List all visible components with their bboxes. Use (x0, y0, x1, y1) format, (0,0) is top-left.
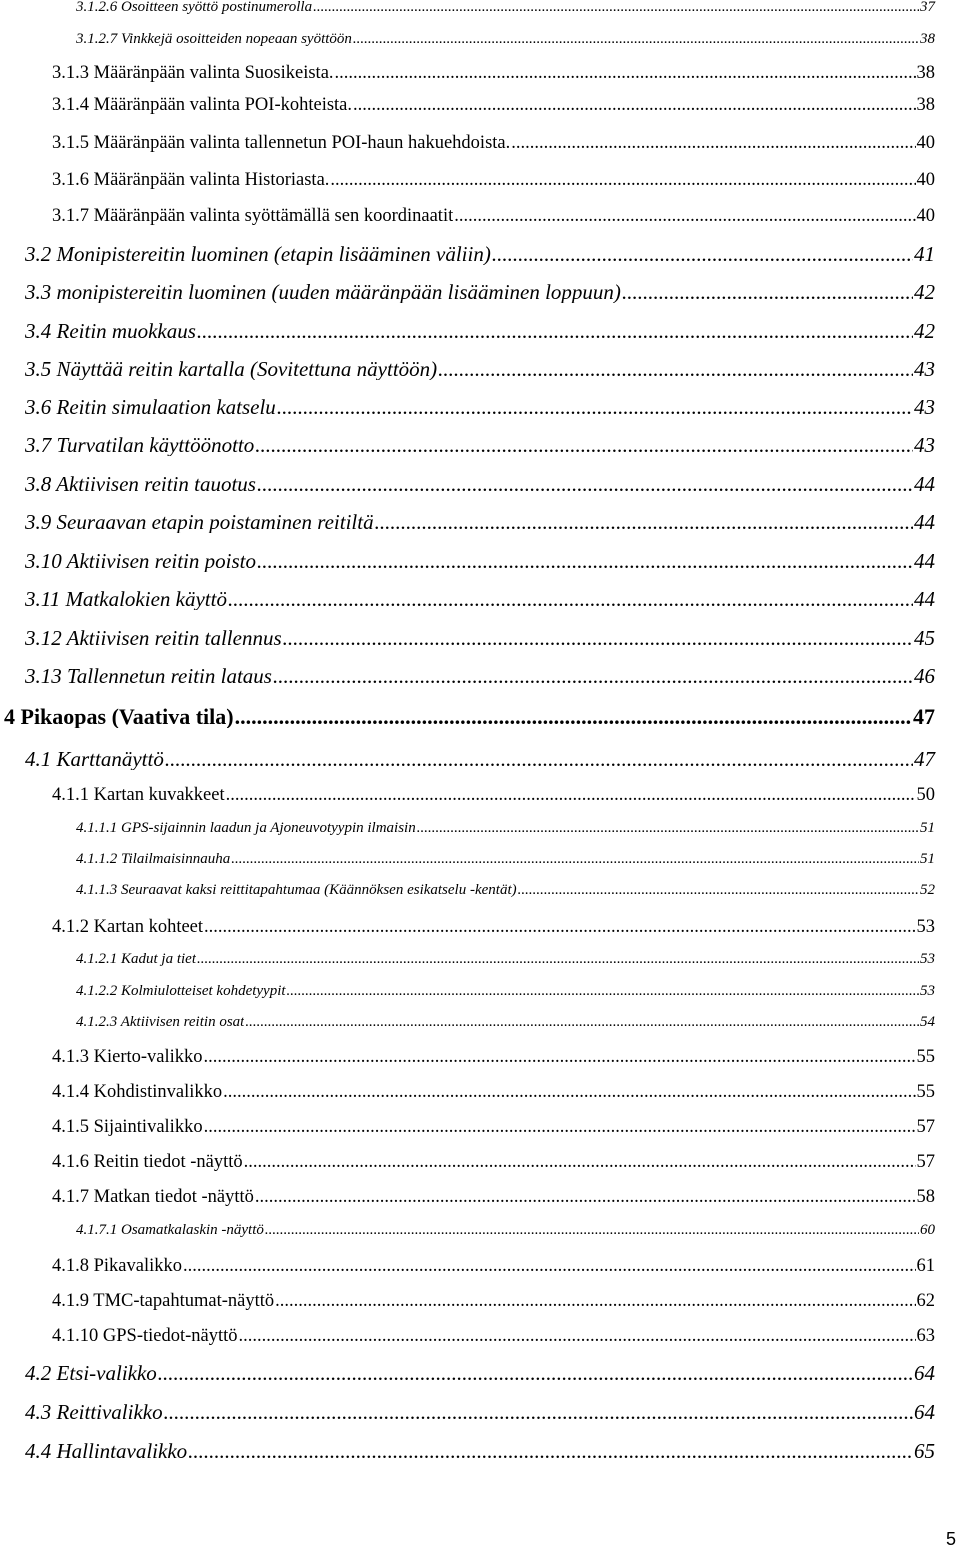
toc-entry[interactable] (25, 628, 935, 649)
toc-entry-title: 3.5 Näyttää reitin kartalla (Sovitettuna näyttöön) (25, 359, 438, 380)
toc-entry-page: 53 (916, 917, 935, 937)
toc-leader-dots (165, 749, 913, 770)
toc-entry-page: 63 (916, 1326, 935, 1346)
toc-entry-title: 4.2 Etsi-valikko (25, 1363, 157, 1384)
toc-entry-title: 4.1.1.2 Tilailmaisinnauha (76, 852, 231, 867)
toc-entry-title: 4.1 Karttanäyttö (25, 749, 164, 770)
toc-leader-dots (518, 883, 919, 898)
toc-leader-dots (335, 64, 916, 83)
toc-entry-title: 4.1.1.1 GPS-sijainnin laadun ja Ajoneuvotyypin ilmaisin (76, 821, 416, 836)
toc-entry[interactable] (52, 171, 935, 190)
toc-entry-page: 47 (913, 704, 935, 729)
toc-leader-dots (197, 952, 919, 967)
toc-entry-page: 55 (916, 1047, 935, 1067)
toc-entry-title: 3.1.5 Määränpään valinta tallennetun POI-haun hakuehdoista. (52, 134, 511, 153)
toc-entry-page: 38 (920, 31, 935, 47)
toc-entry-page: 51 (920, 820, 935, 836)
toc-entry-title: 4.1.6 Reitin tiedot -näyttö (52, 1153, 243, 1172)
toc-leader-dots (287, 984, 919, 999)
toc-entry-page: 44 (914, 472, 935, 496)
toc-entry-page: 62 (916, 1291, 935, 1311)
toc-entry-title: 3.11 Matkalokien käyttö (25, 589, 227, 610)
toc-entry[interactable] (25, 397, 935, 418)
toc-entry-title: 4.1.1 Kartan kuvakkeet (52, 786, 225, 805)
toc-entry[interactable] (76, 821, 935, 836)
toc-leader-dots (244, 1153, 916, 1172)
toc-leader-dots (226, 786, 916, 805)
toc-leader-dots (197, 321, 913, 342)
toc-entry-page: 44 (914, 510, 935, 534)
toc-leader-dots (353, 32, 919, 47)
toc-leader-dots (511, 134, 915, 153)
toc-entry[interactable] (76, 32, 935, 47)
toc-entry-title: 3.7 Turvatilan käyttöönotto (25, 435, 255, 456)
toc-leader-dots (265, 1223, 919, 1238)
toc-entry-title: 4.1.9 TMC-tapahtumat-näyttö (52, 1292, 275, 1311)
toc-entry[interactable] (52, 1118, 935, 1137)
toc-leader-dots (622, 282, 913, 303)
toc-entry-title: 3.9 Seuraavan etapin poistaminen reitiltä (25, 512, 374, 533)
toc-entry[interactable] (4, 706, 935, 728)
toc-entry-page: 47 (914, 747, 935, 771)
toc-entry-page: 44 (914, 549, 935, 573)
toc-entry-page: 61 (916, 1256, 935, 1276)
toc-entry-title: 3.12 Aktiivisen reitin tallennus (25, 628, 282, 649)
toc-leader-dots (275, 1292, 915, 1311)
toc-entry-title: 4.1.2.1 Kadut ja tiet (76, 952, 196, 967)
toc-entry[interactable] (52, 1188, 935, 1207)
toc-entry-page: 46 (914, 664, 935, 688)
toc-entry-title: 3.10 Aktiivisen reitin poisto (25, 551, 256, 572)
toc-leader-dots (245, 1015, 919, 1030)
toc-entry-page: 51 (920, 851, 935, 867)
toc-leader-dots (257, 474, 913, 495)
toc-leader-dots (492, 244, 913, 265)
toc-leader-dots (235, 706, 912, 728)
toc-entry-title: 4.3 Reittivalikko (25, 1402, 163, 1423)
toc-leader-dots (255, 435, 913, 456)
toc-entry-title: 4.1.8 Pikavalikko (52, 1257, 183, 1276)
toc-entry-page: 57 (916, 1117, 935, 1137)
toc-entry-page: 42 (914, 319, 935, 343)
toc-entry-title: 3.13 Tallennetun reitin lataus (25, 666, 272, 687)
toc-entry-title: 3.1.6 Määränpään valinta Historiasta. (52, 171, 330, 190)
toc-entry-page: 43 (914, 395, 935, 419)
toc-entry[interactable] (25, 282, 935, 303)
toc-leader-dots (330, 171, 915, 190)
toc-entry-page: 40 (916, 206, 935, 226)
toc-entry[interactable] (52, 918, 935, 937)
toc-entry[interactable] (25, 551, 935, 572)
toc-entry-page: 50 (916, 785, 935, 805)
toc-entry-page: 64 (914, 1361, 935, 1385)
toc-entry-title: 3.8 Aktiivisen reitin tauotus (25, 474, 256, 495)
toc-entry[interactable] (76, 984, 935, 999)
toc-entry[interactable] (76, 852, 935, 867)
toc-entry-title: 4.1.2 Kartan kohteet (52, 918, 204, 937)
toc-entry-title: 4.1.5 Sijaintivalikko (52, 1118, 203, 1137)
toc-entry-page: 43 (914, 433, 935, 457)
toc-leader-dots (223, 1083, 915, 1102)
toc-entry-title: 3.4 Reitin muokkaus (25, 321, 196, 342)
toc-leader-dots (164, 1402, 913, 1423)
toc-entry[interactable] (25, 321, 935, 342)
toc-entry-page: 55 (916, 1082, 935, 1102)
toc-entry-title: 4 Pikaopas (Vaativa tila) (4, 706, 234, 728)
toc-entry[interactable] (25, 474, 935, 495)
toc-entry-page: 57 (916, 1152, 935, 1172)
toc-entry-page: 43 (914, 357, 935, 381)
toc-leader-dots (188, 1441, 913, 1462)
toc-entry-title: 3.1.2.6 Osoitteen syöttö postinumerolla (76, 0, 313, 15)
toc-leader-dots (204, 918, 915, 937)
toc-entry[interactable] (52, 96, 935, 115)
toc-entry[interactable] (25, 359, 935, 380)
toc-entry-page: 40 (916, 133, 935, 153)
toc-entry[interactable] (25, 749, 935, 770)
toc-leader-dots (204, 1048, 916, 1067)
toc-entry-page: 58 (916, 1187, 935, 1207)
toc-entry[interactable] (25, 244, 935, 265)
toc-leader-dots (158, 1363, 913, 1384)
toc-entry[interactable] (52, 1257, 935, 1276)
toc-leader-dots (239, 1327, 916, 1346)
toc-entry[interactable] (25, 589, 935, 610)
toc-entry-title: 4.1.1.3 Seuraavat kaksi reittitapahtumaa (Käännöksen esikatselu -kentät) (76, 883, 517, 898)
toc-leader-dots (438, 359, 913, 380)
toc-entry[interactable] (76, 952, 935, 967)
toc-entry-title: 4.4 Hallintavalikko (25, 1441, 188, 1462)
toc-leader-dots (257, 551, 913, 572)
toc-entry[interactable] (76, 1223, 935, 1238)
toc-leader-dots (204, 1118, 916, 1137)
toc-entry-title: 3.1.4 Määränpään valinta POI-kohteista. (52, 96, 353, 115)
toc-entry[interactable] (76, 1015, 935, 1030)
toc-entry[interactable] (76, 883, 935, 898)
toc-entry-title: 3.6 Reitin simulaation katselu (25, 397, 276, 418)
toc-entry[interactable] (25, 666, 935, 687)
toc-entry-page: 41 (914, 242, 935, 266)
toc-leader-dots (231, 852, 919, 867)
toc-entry-title: 3.3 monipistereitin luominen (uuden määränpään lisääminen loppuun) (25, 282, 621, 303)
toc-entry-page: 64 (914, 1400, 935, 1424)
toc-entry[interactable] (25, 1441, 935, 1462)
toc-entry-page: 54 (920, 1014, 935, 1030)
toc-entry[interactable] (52, 207, 935, 226)
toc-leader-dots (353, 96, 915, 115)
toc-entry-page: 53 (920, 951, 935, 967)
toc-entry-page: 53 (920, 983, 935, 999)
toc-entry-title: 4.1.3 Kierto-valikko (52, 1048, 203, 1067)
toc-entry-title: 4.1.4 Kohdistinvalikko (52, 1083, 223, 1102)
toc-entry-title: 3.1.7 Määränpään valinta syöttämällä sen koordinaatit (52, 207, 454, 226)
toc-leader-dots (255, 1188, 916, 1207)
toc-leader-dots (277, 397, 913, 418)
toc-entry-page: 42 (914, 280, 935, 304)
toc-leader-dots (283, 628, 913, 649)
toc-entry[interactable] (25, 1363, 935, 1384)
toc-entry[interactable] (52, 786, 935, 805)
toc-leader-dots (417, 821, 919, 836)
toc-entry[interactable] (52, 64, 935, 83)
toc-leader-dots (375, 512, 913, 533)
toc-entry[interactable] (25, 435, 935, 456)
toc-entry[interactable] (52, 134, 935, 153)
toc-entry-page: 45 (914, 626, 935, 650)
toc-entry[interactable] (25, 1402, 935, 1423)
toc-entry-page: 38 (916, 63, 935, 83)
toc-entry[interactable] (52, 1153, 935, 1172)
toc-entry-page: 65 (914, 1439, 935, 1463)
toc-entry-title: 4.1.7.1 Osamatkalaskin -näyttö (76, 1223, 264, 1238)
toc-entry-page: 38 (916, 95, 935, 115)
toc-leader-dots (228, 589, 913, 610)
toc-entry-title: 3.2 Monipistereitin luominen (etapin lisääminen väliin) (25, 244, 491, 265)
toc-entry[interactable] (52, 1083, 935, 1102)
toc-entry[interactable] (52, 1327, 935, 1346)
toc-entry-page: 37 (920, 0, 935, 15)
toc-entry-title: 4.1.7 Matkan tiedot -näyttö (52, 1188, 254, 1207)
toc-entry-page: 60 (920, 1222, 935, 1238)
toc-entry[interactable] (52, 1048, 935, 1067)
toc-entry[interactable] (25, 512, 935, 533)
toc-entry-title: 3.1.2.7 Vinkkejä osoitteiden nopeaan syöttöön (76, 32, 352, 47)
toc-entry[interactable] (52, 1292, 935, 1311)
toc-entry-title: 3.1.3 Määränpään valinta Suosikeista. (52, 64, 334, 83)
toc-entry-title: 4.1.2.3 Aktiivisen reitin osat (76, 1015, 245, 1030)
toc-entry[interactable] (76, 0, 935, 15)
toc-entry-title: 4.1.2.2 Kolmiulotteiset kohdetyypit (76, 984, 286, 999)
toc-entry-page: 52 (920, 882, 935, 898)
toc-entry-page: 40 (916, 170, 935, 190)
page-number: 5 (945, 1529, 956, 1549)
toc-leader-dots (183, 1257, 915, 1276)
toc-leader-dots (273, 666, 913, 687)
toc-leader-dots (454, 207, 915, 226)
toc-leader-dots (313, 0, 919, 15)
toc-entry-page: 44 (914, 587, 935, 611)
toc-entry-title: 4.1.10 GPS-tiedot-näyttö (52, 1327, 238, 1346)
